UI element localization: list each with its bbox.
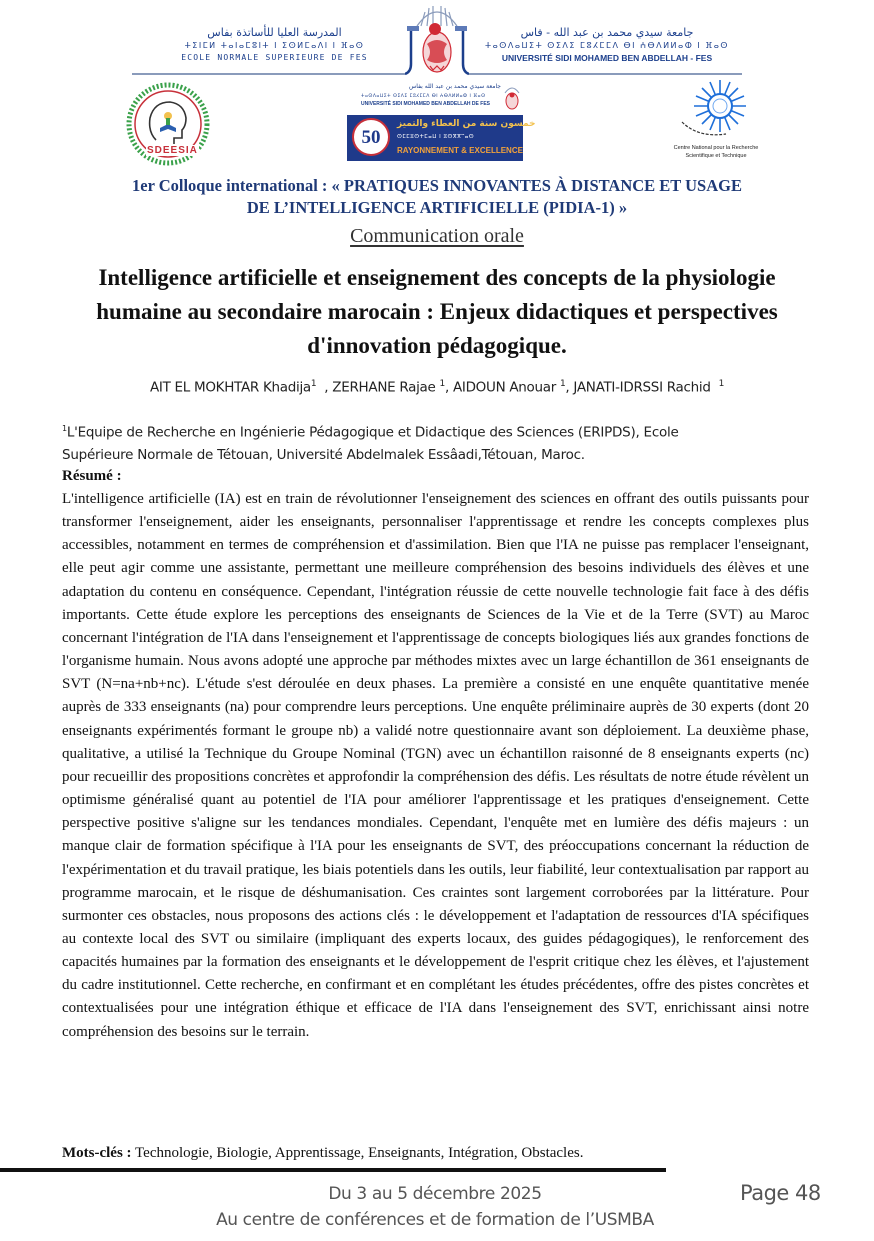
author-separator: , (316, 379, 333, 396)
affiliation-line-2: Supérieure Normale de Tétouan, Université Abdelmalek Essâadi,Tétouan, Maroc. (62, 446, 585, 463)
usmba-logo-header (347, 83, 523, 113)
author-name: AIDOUN Anouar (452, 379, 560, 396)
ens-arabic-name: المدرسة العليا للأساتذة بفاس (207, 26, 342, 39)
author-affiliation-marker: 1 (559, 379, 566, 389)
fifty-badge (352, 118, 390, 156)
usmba-50-years-logo (347, 83, 536, 161)
affiliation (62, 418, 822, 466)
usmba-logo-tifinagh: ⵜⴰⵙⴷⴰⵡⵉⵜ ⵙⵉⴷⵉ ⵎⵓⵃⵎⵎⴷ ⴱⵏ ⵄⴱⴷⵍⵍⴰⵀ ⵏ ⴼⴰⵙ (361, 94, 486, 99)
title-line-3: d'innovation pédagogique. (307, 333, 567, 358)
ens-fes-header (162, 26, 387, 64)
cnrst-sunburst-icon (668, 78, 764, 140)
colloque-line-1: 1er Colloque international : « PRATIQUES INNOVANTES À DISTANCE ET USAGE (132, 176, 742, 195)
fifty-number: 50 (361, 127, 381, 148)
title-line-1: Intelligence artificielle et enseignement des concepts de la physiologie (98, 265, 776, 290)
cnrst-logo (668, 78, 764, 166)
page-number: Page 48 (740, 1181, 821, 1205)
anniversary-arabic: خمسون سنة من العطاء والتميز (397, 119, 536, 129)
anniversary-slogan: RAYONNEMENT & EXCELLENCE (397, 146, 523, 155)
author-separator: , (565, 379, 574, 396)
university-latin-name: UNIVERSITÉ SIDI MOHAMED BEN ABDELLAH - FES (501, 53, 713, 63)
university-tifinagh-name: ⵜⴰⵙⴷⴰⵡⵉⵜ ⵙⵉⴷⵉ ⵎⵓⵃⵎⵎⴷ ⴱⵏ ⵄⴱⴷⵍⵍⴰⵀ ⵏ ⴼⴰⵙ (484, 41, 730, 50)
cnrst-label-line1: Centre National pour la Recherche (673, 145, 759, 151)
usmba-small-emblem-icon (503, 83, 521, 111)
university-header (477, 26, 737, 64)
anniversary-tifinagh: ⵙⵎⵎⵓⵙⵜⵎⴰⵡ ⵏ ⵓⵙⴳⴳⵯⴰⵙ (397, 134, 475, 140)
usmba-logo-arabic: جامعة سيدي محمد بن عبد الله بفاس (408, 83, 501, 90)
abstract-heading: Résumé : (62, 468, 122, 484)
communication-type (60, 223, 814, 249)
author-affiliation-marker: 1 (439, 379, 445, 389)
author-name: JANATI-IDRSSI Rachid (573, 379, 719, 396)
title-line-2: humaine au secondaire marocain : Enjeux didactiques et perspectives (96, 299, 778, 324)
affiliation-marker: 1 (62, 424, 67, 433)
cnrst-label-line2: Scientifique et Technique (685, 153, 747, 159)
colloque-heading (60, 175, 814, 219)
usmba-logo-latin: UNIVERSITÉ SIDI MOHAMED BEN ABDELLAH DE FES (361, 101, 490, 107)
author-list (60, 374, 814, 398)
abstract-text: L'intelligence artificielle (IA) est en train de révolutionner l'enseignement des sciences en offrant des outils puissants pour transformer l'enseignement, aider les enseignants, personnaliser l'apprentissage et rendre les concepts complexes plus accessibles, notamment en termes de compréhension et d'assimilation. Bien que l'IA ne puisse pas remplacer l'enseignant, elle peut agir comme une assistante, permettant une meilleure compréhension des besoins individuels des élèves et une adaptation du contenu en conséquence. Cependant, l'intégration réussie de cette nouvelle technologie fait face à des défis importants. Cette étude explore les perceptions des enseignants de Sciences de la Vie et de la Terre (SVT) au Maroc concernant l'intégration de l'IA dans l'enseignement et l'apprentissage de concepts biologiques liés aux grandes fonctions de l'organisme humain. Nous avons adopté une approche par méthodes mixtes avec un large échantillon de 361 enseignants de SVT (N=na+nb+nc). L'étude s'est déroulée en deux phases. La première a consisté en une enquête quantitative menée auprès de 333 enseignants (na) pour comprendre leurs perceptions. Une enquête préliminaire auprès de 30 experts (dont 20 enseignants expérimentés formant le groupe nb) a validé notre questionnaire avant son déploiement. La deuxième phase, qualitative, a utilisé la Technique du Groupe Nominal (TGN) avec un échantillon raisonné de 8 enseignants experts (nc) pour recueillir des propositions concrètes et approfondir la compréhension des défis. Les résultats de notre étude révèlent un optimisme généralisé quant au potentiel de l'IA pour améliorer l'apprentissage et les pratiques d'enseignement. Cette perspective positive s'aligne sur les tendances mondiales. Cependant, l'enquête met en lumière des défis majeurs : un manque clair de formation spécifique à l'IA pour les enseignants de SVT, des préoccupations concernant la réduction de l'expérimentation et du travail pratique, les biais potentiels dans les outils, leur fiabilité, leur contextualisation par rapport au programme marocain, et le risque de déshumanisation. Ces craintes sont largement corroborées par la littérature. Pour surmonter ces obstacles, nous proposons des actions clés : le développement et l'adaptation de ressources d'IA spécifiques au contexte local des SVT ou similaire (impliquant des experts locaux, des guides pédagogiques), le renforcement des capacités humaines par la formation des enseignants et le développement de l'esprit critique chez les élèves, et l'ajustement du cadre institutionnel. Cette recherche, en confirmant et en complétant les études précédentes, offre des pistes concrètes et contextualisées pour une intégration éthique et efficace de l'IA dans l'enseignement des SVT, enrichissant ainsi notre compréhension des besoins sur le terrain. (62, 491, 809, 1040)
sdeesia-logo (126, 82, 210, 166)
author-affiliation-marker: 1 (718, 379, 725, 389)
header-divider-right (469, 73, 742, 75)
header-divider-left (132, 73, 405, 75)
communication-type-label: Communication orale (350, 225, 524, 247)
author-name: ZERHANE Rajae (332, 379, 440, 396)
footer-venue: Au centre de conférences et de formation de l’USMBA (216, 1210, 654, 1230)
author-affiliation-marker: 1 (310, 379, 317, 389)
ens-latin-name: ECOLE NORMALE SUPERIEURE DE FES (181, 53, 368, 62)
keywords-label: Mots-clés : (62, 1145, 132, 1161)
affiliation-line-1: L'Equipe de Recherche en Ingénierie Pédagogique et Didactique des Sciences (ERIPDS), Ecole (66, 424, 679, 441)
author-name: AIT EL MOKHTAR Khadija (149, 379, 311, 396)
keywords (62, 1142, 809, 1164)
colloque-line-2: DE L’INTELLIGENCE ARTIFICIELLE (PIDIA-1) » (246, 198, 628, 217)
university-arabic-name: جامعة سيدي محمد بن عبد الله - فاس (520, 26, 694, 39)
header-banner (132, 0, 742, 80)
sdeesia-logo-text: SDEESIA (147, 145, 198, 156)
usmba-anniversary-band (347, 115, 536, 161)
ens-tifinagh-name: ⵜⵉⵏⵎⵍ ⵜⴰⵏⴰⵎⵓⵏⵜ ⵏ ⵉⵙⵍⵎⴰⴷⵏ ⵏ ⴼⴰⵙ (184, 41, 365, 50)
footer-date: Du 3 au 5 décembre 2025 (328, 1184, 542, 1204)
footer-divider (0, 1168, 666, 1172)
keywords-list: Technologie, Biologie, Apprentissage, Enseignants, Intégration, Obstacles. (131, 1145, 584, 1161)
paper-title (50, 261, 824, 363)
author-separator: , (444, 379, 453, 396)
usmba-emblem-icon (405, 4, 469, 76)
